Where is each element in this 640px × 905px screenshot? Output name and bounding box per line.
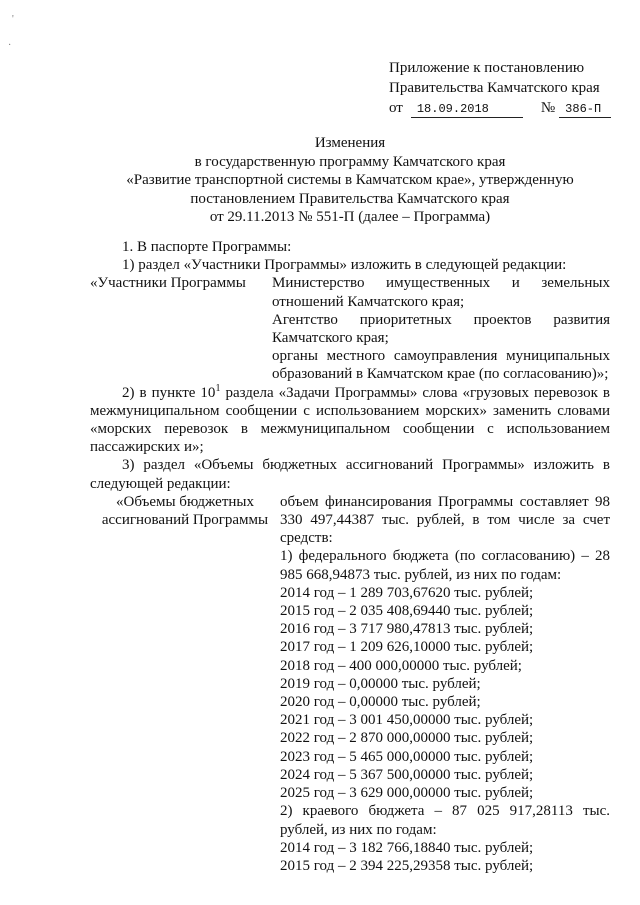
federal-years [280, 584, 610, 802]
tasks-superscript: 1 [215, 382, 221, 394]
regional-year-item: 2014 год – 3 182 766,18840 тыс. рублей; [280, 839, 534, 856]
paragraph-funding-intro: 3) раздел «Объемы бюджетных ассигнований Программы» изложить в следующей редакции: [90, 457, 610, 492]
approval-line-2: Правительства Камчатского края [389, 80, 600, 96]
federal-intro: 1) федерального бюджета (по согласованию) – 28 985 668,94873 тыс. рублей, из них по годам: [280, 548, 610, 583]
paragraph-participants-intro: 1) раздел «Участники Программы» изложить в следующей редакции: [122, 257, 567, 274]
title-line-5: от 29.11.2013 № 551-П (далее – Программа) [209, 209, 491, 225]
federal-year-item: 2017 год – 1 209 626,10000 тыс. рублей; [280, 639, 534, 656]
approval-from-label: от [389, 100, 403, 116]
approval-line-1: Приложение к постановлению [389, 60, 585, 76]
approval-number-label: № [540, 100, 556, 116]
scan-speck: · [8, 40, 12, 51]
regional-intro: 2) краевого бюджета – 87 025 917,28113 тыс. рублей, из них по годам: [280, 803, 610, 838]
tasks-text-b: раздела «Задачи Программы» слова «грузовых перевозок в межмуниципальном сообщении с использованием морских» заменить словами «морских перевозок в межмуниципальном сообщении с использованием пассажирских и»; [90, 384, 610, 456]
title-line-1: Изменения [314, 135, 386, 151]
regional-years [280, 839, 610, 875]
participant-item: органы местного самоуправления муниципальных образований в Камчатском крае (по согласованию)»; [272, 348, 610, 383]
paragraph-passport: 1. В паспорте Программы: [122, 239, 292, 255]
tasks-text-a: 2) в пункте 10 [122, 384, 216, 401]
participants-list [272, 274, 610, 383]
federal-year-item: 2023 год – 5 465 000,00000 тыс. рублей; [280, 748, 534, 765]
funding-details [280, 493, 610, 875]
title-line-3: «Развитие транспортной системы в Камчатском крае», утвержденную [126, 172, 574, 188]
document-title [90, 134, 610, 227]
funding-total: объем финансирования Программы составляет 98 330 497,44387 тыс. рублей, в том числе за счет средств: [280, 493, 610, 547]
approval-number: 386-П [559, 101, 611, 118]
approval-date-row [389, 98, 619, 118]
document-body [90, 238, 610, 875]
scan-speck: ' [12, 14, 14, 25]
paragraph-tasks [90, 384, 610, 457]
federal-year-item: 2014 год – 1 289 703,67620 тыс. рублей; [280, 584, 534, 601]
federal-year-item: 2016 год – 3 717 980,47813 тыс. рублей; [280, 621, 534, 638]
federal-year-item: 2018 год – 400 000,00000 тыс. рублей; [280, 657, 522, 674]
title-line-4: постановлением Правительства Камчатского края [190, 190, 510, 207]
federal-year-item: 2021 год – 3 001 450,00000 тыс. рублей; [280, 712, 534, 729]
federal-year-item: 2022 год – 2 870 000,00000 тыс. рублей; [280, 730, 534, 747]
participant-item: Агентство приоритетных проектов развития Камчатского края; [272, 311, 610, 347]
federal-year-item: 2015 год – 2 035 408,69440 тыс. рублей; [280, 603, 534, 620]
regional-year-item: 2015 год – 2 394 225,29358 тыс. рублей; [280, 857, 534, 874]
funding-label: «Объемы бюджетных ассигнований Программы [101, 493, 269, 529]
federal-year-item: 2020 год – 0,00000 тыс. рублей; [280, 694, 481, 711]
approval-date: 18.09.2018 [411, 101, 523, 118]
participants-label: «Участники Программы [90, 275, 246, 292]
funding-row [90, 493, 610, 875]
participant-item: Министерство имущественных и земельных отношений Камчатского края; [272, 275, 610, 310]
federal-year-item: 2025 год – 3 629 000,00000 тыс. рублей; [280, 785, 534, 802]
title-line-2: в государственную программу Камчатского края [194, 153, 506, 170]
participants-row [90, 274, 610, 383]
approval-block [389, 58, 619, 118]
federal-year-item: 2024 год – 5 367 500,00000 тыс. рублей; [280, 766, 534, 783]
federal-year-item: 2019 год – 0,00000 тыс. рублей; [280, 675, 481, 692]
